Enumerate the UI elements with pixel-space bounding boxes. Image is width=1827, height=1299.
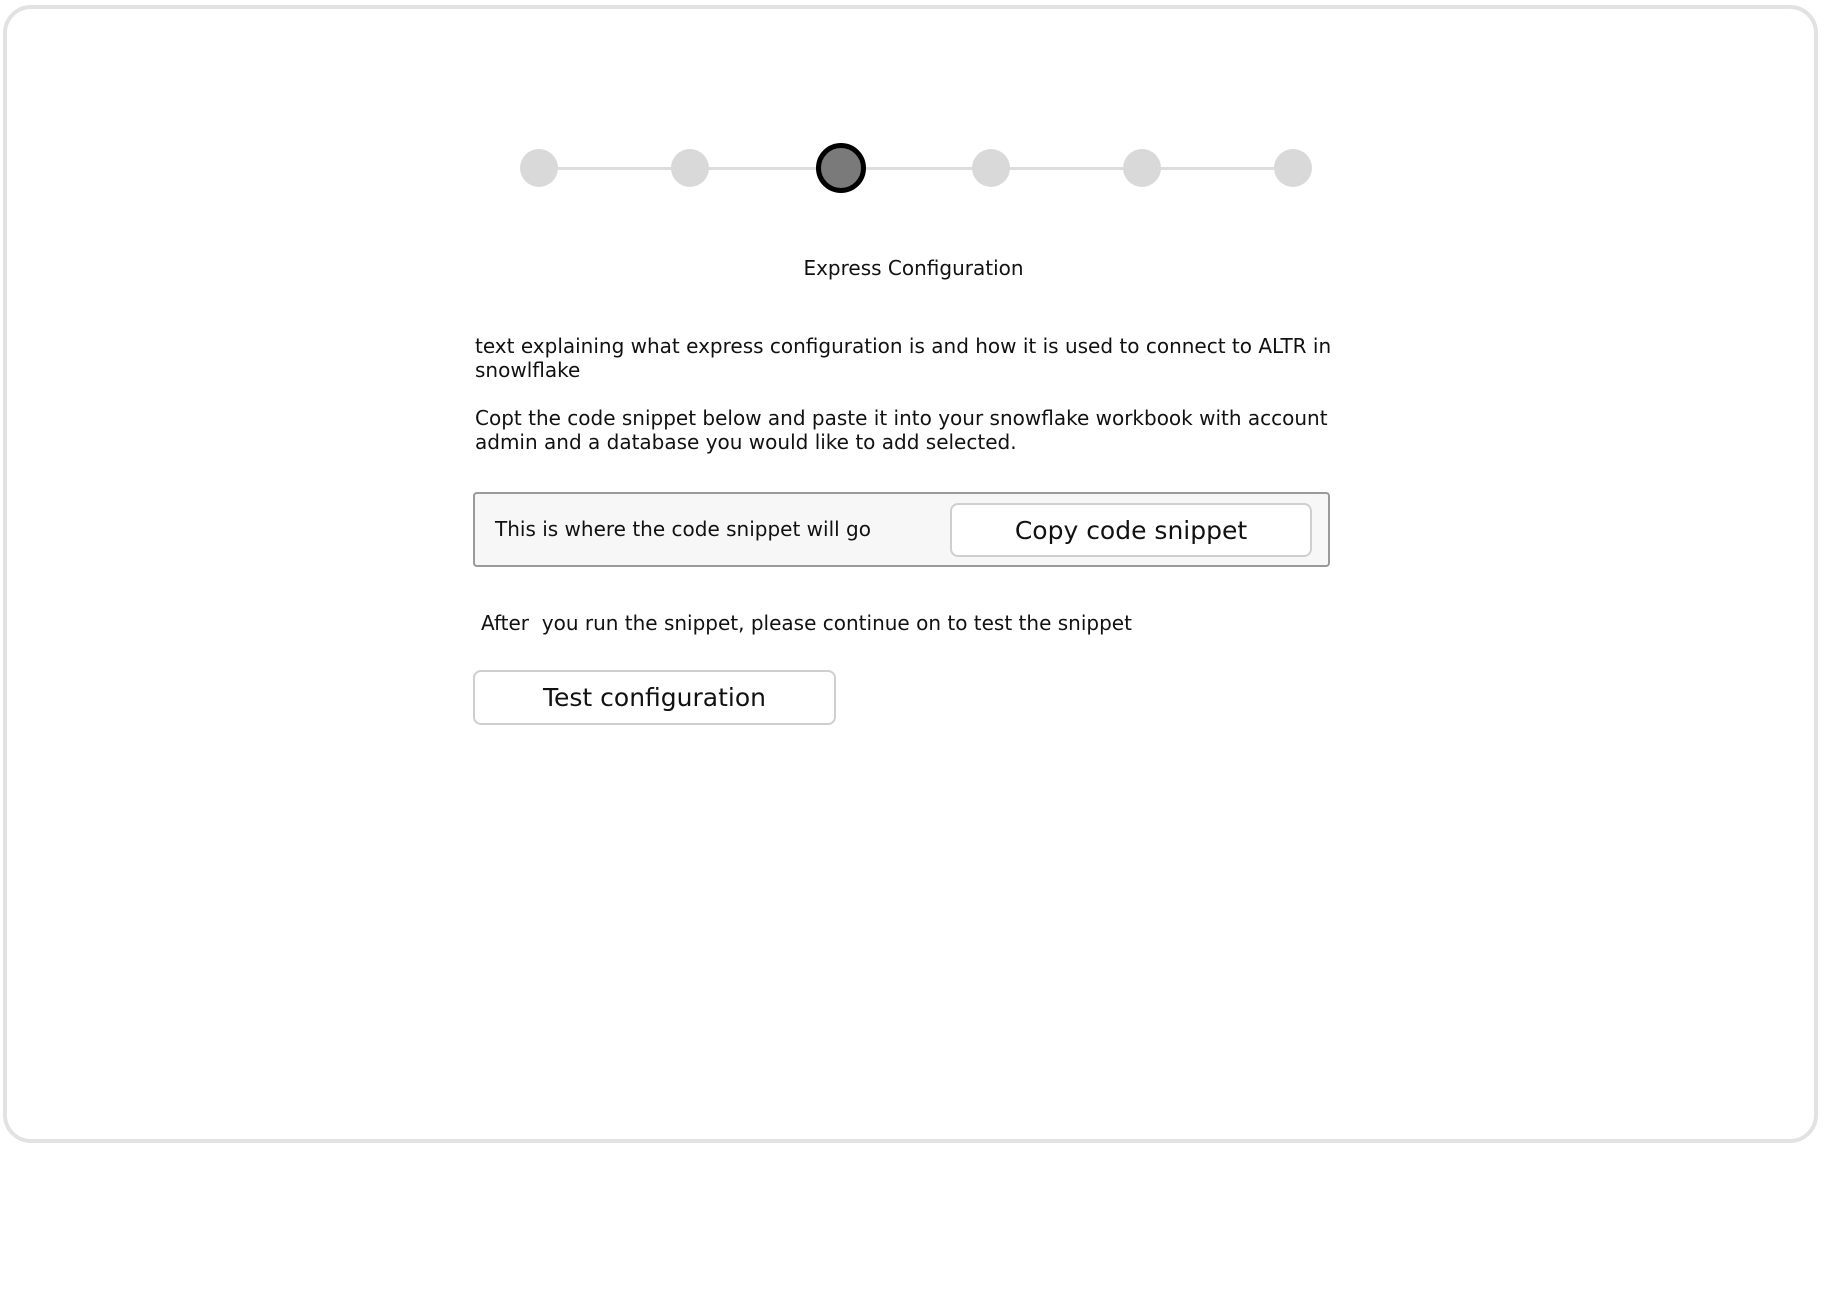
code-snippet-placeholder[interactable]: This is where the code snippet will go <box>495 517 871 541</box>
after-run-text: After you run the snippet, please continue on to test the snippet <box>481 611 1132 635</box>
step-1-dot[interactable] <box>520 149 558 187</box>
copy-code-snippet-button[interactable]: Copy code snippet <box>950 503 1312 557</box>
stepper-track <box>538 167 1294 170</box>
step-2-dot[interactable] <box>671 149 709 187</box>
instruction-text: Copt the code snippet below and paste it into your snowflake workbook with account admin and a database you would like to add selected. <box>475 406 1328 454</box>
progress-stepper <box>0 0 1827 200</box>
test-configuration-button[interactable]: Test configuration <box>473 670 836 725</box>
step-4-dot[interactable] <box>972 149 1010 187</box>
code-snippet-box <box>473 492 1330 567</box>
step-6-dot[interactable] <box>1274 149 1312 187</box>
step-5-dot[interactable] <box>1123 149 1161 187</box>
step-3-dot-current[interactable] <box>816 143 866 193</box>
page-title: Express Configuration <box>803 256 1024 280</box>
intro-text: text explaining what express configuration is and how it is used to connect to ALTR in snowlflake <box>475 334 1332 382</box>
